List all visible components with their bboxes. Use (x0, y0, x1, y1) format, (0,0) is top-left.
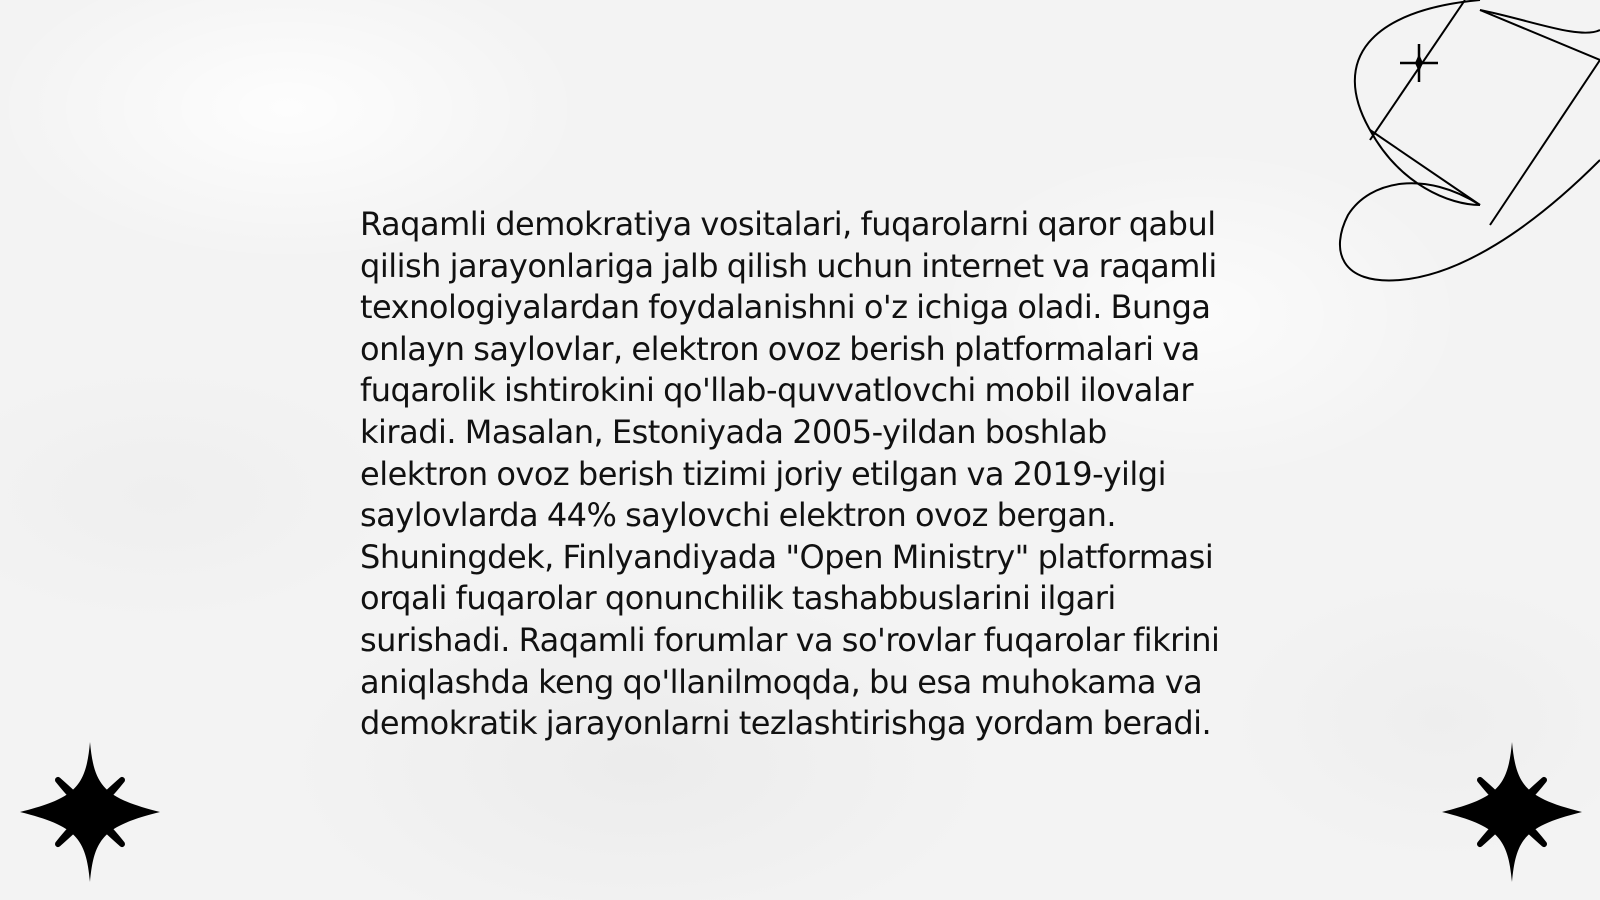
orbit-doodle-icon (1330, 0, 1600, 290)
body-paragraph: Raqamli demokratiya vositalari, fuqarolarni qaror qabul qilish jarayonlariga jalb qilish uchun internet va raqamli texnologiyalardan foydalanishni o'z ichiga oladi. Bunga onlayn saylovlar, elektron ovoz berish platformalari va fuqarolik ishtirokini qo'llab-quvvatlovchi mobil ilovalar kiradi. Masalan, Estoniyada 2005-yildan boshlab elektron ovoz berish tizimi joriy etilgan va 2019-yilgi saylovlarda 44% saylovchi elektron ovoz bergan. Shuningdek, Finlyandiyada "Open Ministry" platformasi orqali fuqarolar qonunchilik tashabbuslarini ilgari surishadi. Raqamli forumlar va so'rovlar fuqarolar fikrini aniqlashda keng qo'llanilmoqda, bu esa muhokama va demokratik jarayonlarni tezlashtirishga yordam beradi. (360, 205, 1220, 743)
sparkle-star-icon (18, 740, 162, 884)
sparkle-star-icon (1440, 740, 1584, 884)
